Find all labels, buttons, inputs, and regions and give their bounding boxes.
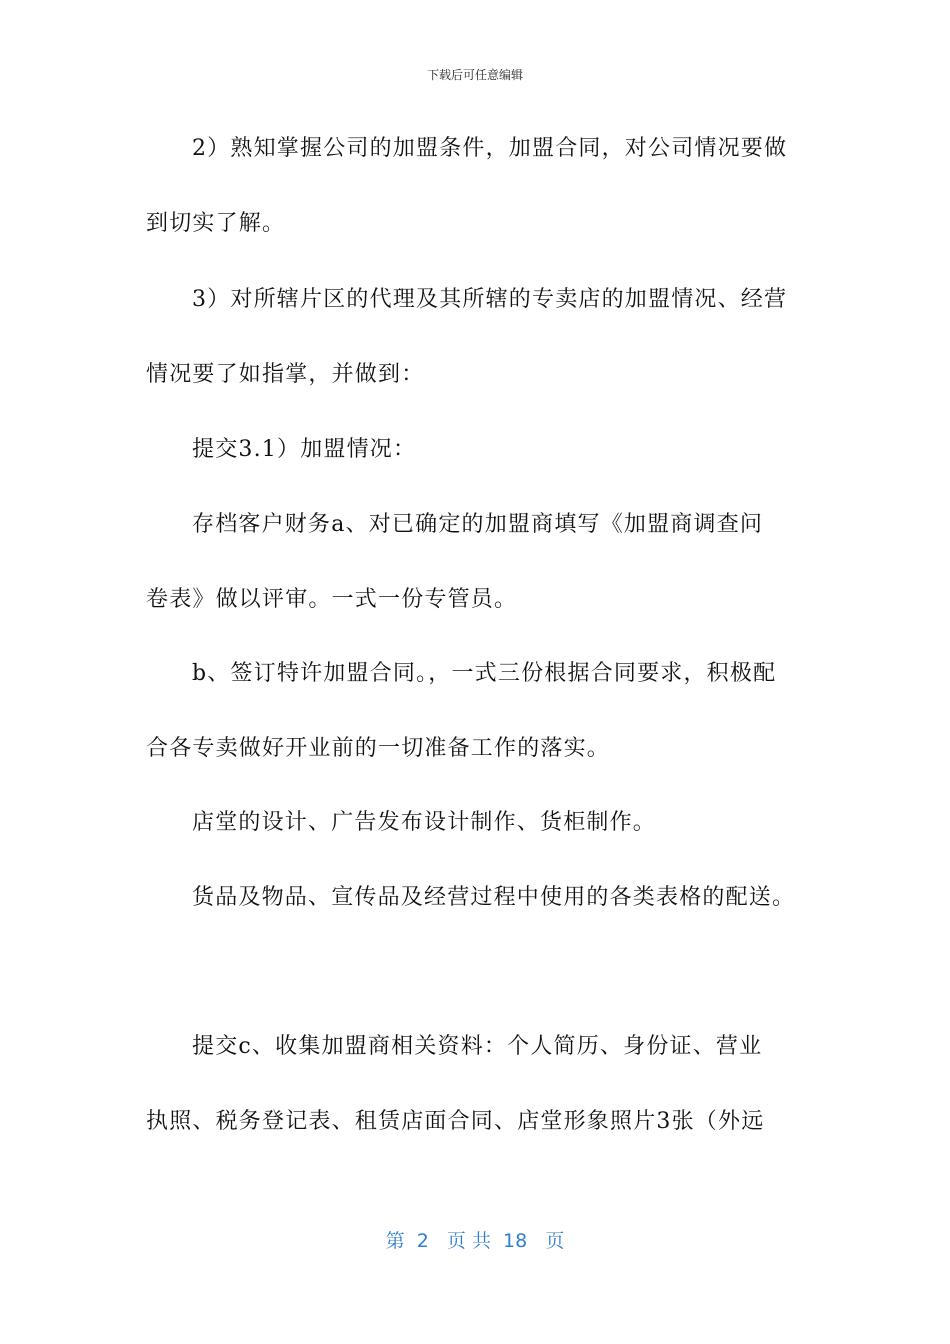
paragraph-line: 存档客户财务a、对已确定的加盟商填写《加盟商调查问 [192,512,764,537]
paragraph-line: 店堂的设计、广告发布设计制作、货柜制作。 [192,810,657,835]
page-number: 第 2 页 共 18 页 [385,1230,565,1252]
paragraph-line: 合各专卖做好开业前的一切准备工作的落实。 [146,736,611,761]
paragraph-line: 2）熟知掌握公司的加盟条件，加盟合同，对公司情况要做 [192,136,788,161]
paragraph-line: b、签订特许加盟合同。，一式三份根据合同要求，积极配 [192,661,777,686]
paragraph-line: 货品及物品、宣传品及经营过程中使用的各类表格的配送。 [192,885,796,910]
paragraph-line: 到切实了解。 [146,211,286,236]
paragraph-line: 执照、税务登记表、租赁店面合同、店堂形象照片3张（外远 [146,1109,765,1134]
paragraph-line: 卷表》做以评审。一式一份专管员。 [146,587,518,612]
paragraph-line: 提交c、收集加盟商相关资料：个人简历、身份证、营业 [192,1034,763,1059]
paragraph-line: 3）对所辖片区的代理及其所辖的专卖店的加盟情况、经营 [192,287,788,312]
header-note: 下载后可任意编辑 [426,68,523,82]
paragraph-line: 情况要了如指掌，并做到： [146,362,425,387]
paragraph-line: 提交3.1）加盟情况： [192,437,417,462]
